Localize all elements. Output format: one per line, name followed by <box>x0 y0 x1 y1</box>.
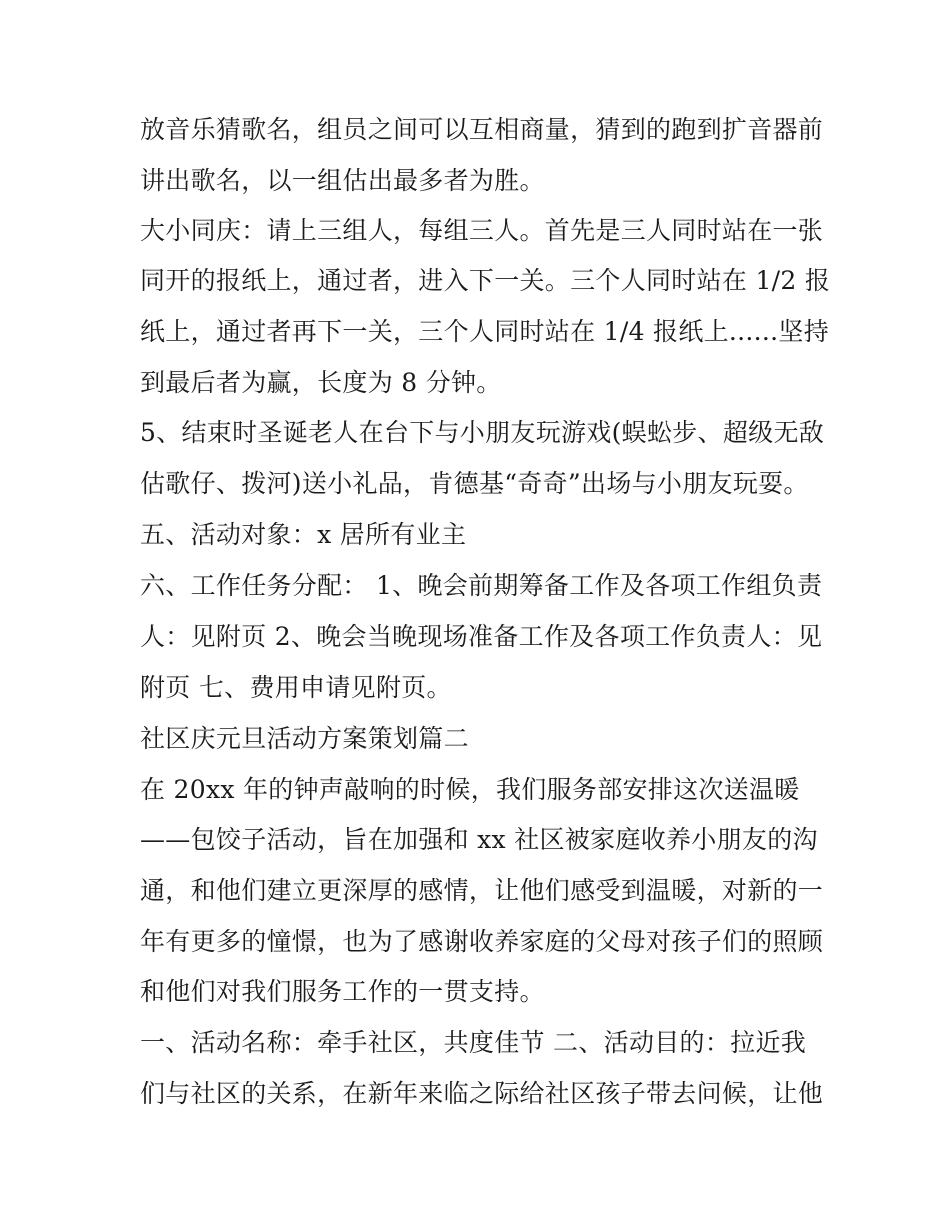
text-line: 附页 七、费用申请见附页。 <box>140 673 452 702</box>
text-line: 5、结束时圣诞老人在台下与小朋友玩游戏(蜈蚣步、超级无敌 <box>140 418 825 447</box>
text-line: 人：见附页 2、晚会当晚现场准备工作及各项工作负责人：见 <box>140 622 823 651</box>
text-line: 一、活动名称：牵手社区，共度佳节 二、活动目的：拉近我 <box>140 1028 807 1057</box>
text-line: ——包饺子活动，旨在加强和 xx 社区被家庭收养小朋友的沟 <box>140 825 818 854</box>
text-line: 和他们对我们服务工作的一贯支持。 <box>140 977 545 1006</box>
text-line: 纸上，通过者再下一关，三个人同时站在 1/4 报纸上......坚持 <box>140 317 830 346</box>
text-line: 通，和他们建立更深厚的感情，让他们感受到温暖，对新的一 <box>140 876 824 905</box>
text-line: 同开的报纸上，通过者，进入下一关。三个人同时站在 1/2 报 <box>140 266 831 295</box>
text-line: 讲出歌名，以一组估出最多者为胜。 <box>140 166 545 195</box>
text-line: 在 20xx 年的钟声敲响的时候，我们服务部安排这次送温暖 <box>140 775 800 804</box>
text-line: 们与社区的关系，在新年来临之际给社区孩子带去问候，让他 <box>140 1079 824 1108</box>
text-line: 五、活动对象：x 居所有业主 <box>140 520 467 549</box>
text-line: 到最后者为赢，长度为 8 分钟。 <box>140 368 502 397</box>
text-line: 大小同庆：请上三组人，每组三人。首先是三人同时站在一张 <box>140 216 824 245</box>
text-line: 估歌仔、拨河)送小礼品，肯德基“奇奇”出场与小朋友玩耍。 <box>140 469 809 498</box>
section-heading: 社区庆元旦活动方案策划篇二 <box>140 724 469 753</box>
text-line: 六、工作任务分配： 1、晚会前期筹备工作及各项工作组负责 <box>140 571 823 600</box>
text-line: 年有更多的憧憬，也为了感谢收养家庭的父母对孩子们的照顾 <box>140 927 824 956</box>
text-line: 放音乐猜歌名，组员之间可以互相商量，猜到的跑到扩音器前 <box>140 115 824 144</box>
